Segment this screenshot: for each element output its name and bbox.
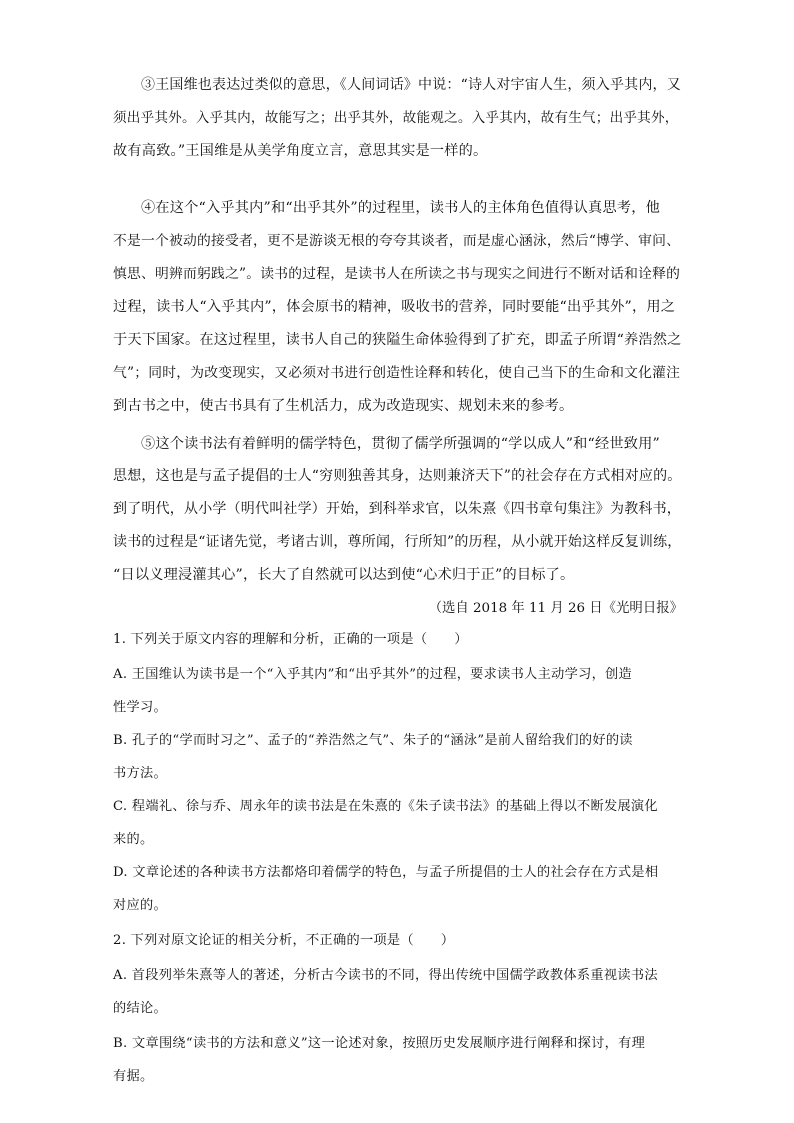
paragraph-5-line-5: “日以义理浸灌其心”，长大了自然就可以达到使“心术归于正”的目标了。 [113, 567, 575, 583]
question-1-option-b-line-2: 书方法。 [113, 766, 167, 781]
question-1-option-c-line-1: C. 程端礼、徐与乔、周永年的读书法是在朱熹的《朱子读书法》的基础上得以不断发展演化 [113, 799, 658, 814]
paragraph-5-line-1: ⑤这个读书法有着鲜明的儒学特色，贯彻了儒学所强调的“学以成人”和“经世致用” [141, 436, 660, 452]
paragraph-4-line-2: 不是一个被动的接受者，更不是游谈无根的夸夸其谈者，而是虚心涵泳，然后“博学、审问、 [113, 233, 681, 249]
question-2-option-b-line-1: B. 文章围绕“读书的方法和意义”这一论述对象，按照历史发展顺序进行阐释和探讨，有理 [113, 1036, 646, 1051]
paragraph-4-line-1: ④在这个“入乎其内”和“出乎其外”的过程里，读书人的主体角色值得认真思考，他 [141, 200, 660, 216]
paragraph-5-line-4: 读书的过程是“证诸先觉，考诸古训，尊所闻，行所知”的历程，从小就开始这样反复训练， [113, 534, 682, 550]
paragraph-5-line-3: 到了明代，从小学（明代叫社学）开始，到科举求官，以朱熹《四书章句集注》为教科书， [113, 501, 681, 517]
paragraph-3-line-3: 故有高致。”王国维是从美学角度立言，意思其实是一样的。 [113, 143, 488, 159]
paragraph-4-line-6: 气”；同时，为改变现实，又必须对书进行创造性诠释和转化，使自己当下的生命和文化灌注 [113, 365, 681, 381]
question-2-option-a-line-2: 的结论。 [113, 1001, 167, 1016]
question-1-option-a-line-1: A. 王国维认为读书是一个“入乎其内”和“出乎其外”的过程，要求读书人主动学习，创造 [113, 667, 633, 682]
question-1-option-b-line-1: B. 孔子的“学而时习之”、孟子的“养浩然之气”、朱子的“涵泳”是前人留给我们的好的读 [113, 733, 633, 748]
question-2-stem: 2. 下列对原文论证的相关分析，不正确的一项是（ ） [113, 933, 455, 948]
paragraph-3-line-1: ③王国维也表达过类似的意思，《人间词话》中说：“诗人对宇宙人生，须入乎其内，又 [141, 77, 681, 93]
paragraph-5-line-2: 思想，这也是与孟子提倡的士人“穷则独善其身，达则兼济天下”的社会存在方式相对应的。 [113, 468, 682, 484]
document-page [113, 0, 683, 1123]
paragraph-4-line-3: 慎思、明辨而躬践之”。读书的过程，是读书人在所读之书与现实之间进行不断对话和诠释的 [113, 266, 681, 282]
question-2-option-b-line-2: 有据。 [113, 1069, 154, 1084]
paragraph-4-line-5: 于天下国家。在这过程里，读书人自己的狭隘生命体验得到了扩充，即孟子所谓“养浩然之 [113, 332, 682, 348]
source-citation: （选自 2018 年 11 月 26 日《光明日报》 [428, 601, 683, 616]
question-1-option-d-line-2: 对应的。 [113, 898, 167, 913]
paragraph-4-line-4: 过程，读书人“入乎其内”，体会原书的精神，吸收书的营养，同时要能“出乎其外”，用之 [113, 299, 676, 315]
paragraph-3-line-2: 须出乎其外。入乎其内，故能写之；出乎其外，故能观之。入乎其内，故有生气；出乎其外， [113, 110, 679, 126]
question-1-option-c-line-2: 来的。 [113, 832, 154, 847]
paragraph-4-line-7: 到古书之中，使古书具有了生机活力，成为改造现实、规划未来的参考。 [113, 398, 574, 414]
question-1-stem: 1. 下列关于原文内容的理解和分析，正确的一项是（ ） [113, 632, 468, 647]
question-1-option-a-line-2: 性学习。 [113, 700, 167, 715]
question-2-option-a-line-1: A. 首段列举朱熹等人的著述，分析古今读书的不同，得出传统中国儒学政教体系重视读书法 [113, 968, 658, 983]
question-1-option-d-line-1: D. 文章论述的各种读书方法都烙印着儒学的特色，与孟子所提倡的士人的社会存在方式是相 [113, 865, 659, 880]
